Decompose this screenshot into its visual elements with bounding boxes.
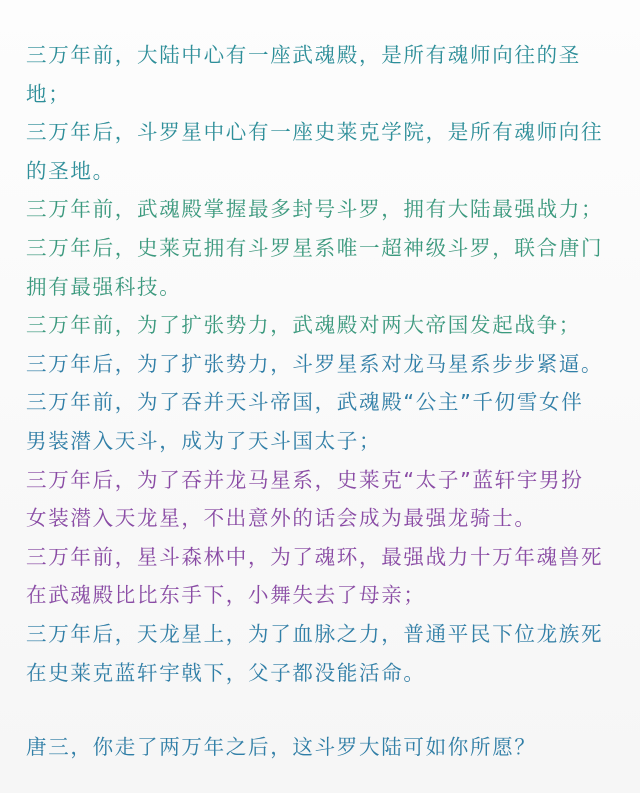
text-line: 三万年前，为了扩张势力，武魂殿对两大帝国发起战争； [26, 313, 581, 338]
text-line: 三万年后，斗罗星中心有一座史莱克学院，是所有魂师向往 [26, 120, 604, 145]
text-line: 三万年后，为了扩张势力，斗罗星系对龙马星系步步紧逼。 [26, 351, 604, 376]
text-line: 三万年后，天龙星上，为了血脉之力，普通平民下位龙族死 [26, 621, 604, 646]
text-line: 三万年前，为了吞并天斗帝国，武魂殿“公主”千仞雪女伴 [26, 390, 584, 415]
paragraph-gap [26, 692, 620, 728]
text-line: 在武魂殿比比东手下，小舞失去了母亲； [26, 583, 426, 608]
text-line: 拥有最强科技。 [26, 274, 182, 299]
text-line: 男装潜入天斗，成为了天斗国太子； [26, 428, 382, 453]
text-line: 三万年前，武魂殿掌握最多封号斗罗，拥有大陆最强战力； [26, 197, 604, 222]
text-line: 的圣地。 [26, 158, 115, 183]
text-line: 在史莱克蓝轩宇戟下，父子都没能活命。 [26, 660, 426, 685]
text-line: 三万年前，星斗森林中，为了魂环，最强战力十万年魂兽死 [26, 544, 604, 569]
text-line: 女装潜入天龙星，不出意外的话会成为最强龙骑士。 [26, 506, 537, 531]
text-line: 地； [26, 81, 71, 106]
text-line: 三万年前，大陆中心有一座武魂殿，是所有魂师向往的圣 [26, 43, 581, 67]
closing-line: 唐三，你走了两万年之后，这斗罗大陆可如你所愿？ [26, 735, 537, 760]
text-line: 三万年后，史莱克拥有斗罗星系唯一超神级斗罗，联合唐门 [26, 235, 604, 260]
text-line: 三万年后，为了吞并龙马星系，史莱克“太子”蓝轩宇男扮 [26, 467, 584, 492]
